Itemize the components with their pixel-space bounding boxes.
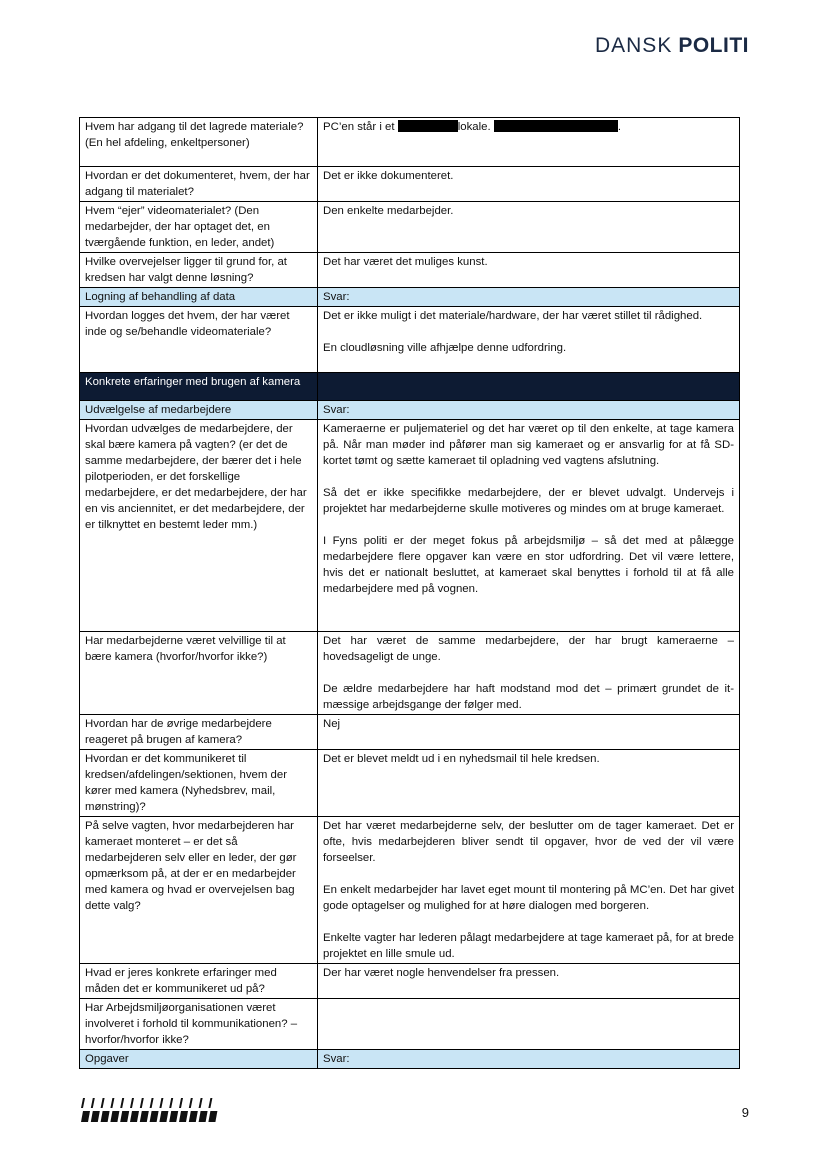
- table-row: [80, 118, 740, 167]
- empty-cell: [318, 373, 740, 401]
- police-stripe-logo: [79, 1097, 219, 1123]
- answer-cell: [318, 420, 740, 632]
- answer-text: PC’en står i et: [323, 121, 395, 133]
- answer-paragraph: Det er ikke muligt i det materiale/hardware, der har været stillet til rådighed.: [323, 310, 703, 322]
- answer-paragraph: Det har været de samme medarbejdere, der har brugt kameraerne – hovedsageligt de unge.: [323, 635, 734, 663]
- question-cell: Har medarbejderne været velvillige til at bære kamera (hvorfor/hvorfor ikke?): [80, 632, 318, 715]
- table-row: [80, 202, 740, 253]
- table-row: [80, 817, 740, 964]
- answer-cell: Det har været det muliges kunst.: [318, 253, 740, 288]
- logo-text-bold: POLITI: [678, 34, 749, 57]
- answer-cell: [318, 307, 740, 373]
- question-cell: Hvordan er det dokumenteret, hvem, der har adgang til materialet?: [80, 167, 318, 202]
- answer-cell: [318, 999, 740, 1050]
- question-cell: Hvem har adgang til det lagrede materiale? (En hel afdeling, enkeltpersoner): [80, 118, 318, 167]
- question-cell: Hvordan logges det hvem, der har været inde og se/behandle videomateriale?: [80, 307, 318, 373]
- section-answer-label: Svar:: [318, 288, 740, 307]
- answer-cell: Det er blevet meldt ud i en nyhedsmail til hele kredsen.: [318, 750, 740, 817]
- section-title: Konkrete erfaringer med brugen af kamera: [80, 373, 318, 401]
- answer-text: lokale.: [457, 121, 491, 133]
- answer-cell: Det er ikke dokumenteret.: [318, 167, 740, 202]
- table-row: [80, 420, 740, 632]
- section-header-row: [80, 288, 740, 307]
- section-title: Logning af behandling af data: [80, 288, 318, 307]
- answer-paragraph: En cloudløsning ville afhjælpe denne udfordring.: [323, 342, 567, 354]
- answer-paragraph: En enkelt medarbejder har lavet eget mount til montering på MC’en. Det har givet gode optagelser og mulighed for at høre dialogen med borgeren.: [323, 884, 734, 912]
- question-cell: Hvad er jeres konkrete erfaringer med måden det er kommunikeret ud på?: [80, 964, 318, 999]
- section-header-row: [80, 1050, 740, 1069]
- table-row: [80, 632, 740, 715]
- answer-paragraph: Kameraerne er puljemateriel og det har været op til den enkelte, at tage kamera på. Når man møder ind påfører man sig kameraet og er ansvarlig for at få SD-kortet tømt og sætte kameraet til opladning ved vagtens afslutning.: [323, 423, 734, 467]
- table-row: [80, 307, 740, 373]
- question-cell: Hvilke overvejelser ligger til grund for, at kredsen har valgt denne løsning?: [80, 253, 318, 288]
- table-row: [80, 999, 740, 1050]
- section-answer-label: Svar:: [318, 401, 740, 420]
- question-cell: Hvem “ejer” videomaterialet? (Den medarbejder, der har optaget det, en tværgående funktion, en leder, andet): [80, 202, 318, 253]
- dark-section-row: [80, 373, 740, 401]
- answer-cell: Den enkelte medarbejder.: [318, 202, 740, 253]
- question-cell: På selve vagten, hvor medarbejderen har kameraet monteret – er det så medarbejderen selv eller en leder, der gør opmærksom på, at der er en medarbejder med kamera og hvad er overvejelsen bag dette valg?: [80, 817, 318, 964]
- question-cell: Hvordan har de øvrige medarbejdere reageret på brugen af kamera?: [80, 715, 318, 750]
- answer-text: .: [617, 121, 621, 133]
- table-row: [80, 167, 740, 202]
- answer-paragraph: Så det er ikke specifikke medarbejdere, der er blevet udvalgt. Undervejs i projektet har medarbejderne skulle motiveres og mindes om at bruge kameraet.: [323, 487, 734, 515]
- answer-cell: [318, 118, 740, 167]
- dansk-politi-logo: [595, 34, 749, 58]
- question-cell: Hvordan udvælges de medarbejdere, der skal bære kamera på vagten? (er det de samme medarbejdere, der bærer det i hele pilotperioden, er det forskellige medarbejdere, er det medarbejdere, der har en vis anciennitet, er det medarbejdere, der er tilknyttet en bestemt leder mm.): [80, 420, 318, 632]
- table-row: [80, 964, 740, 999]
- answer-paragraph: Enkelte vagter har lederen pålagt medarbejdere at tage kameraet på, for at brede projektet en lille smule ud.: [323, 932, 734, 960]
- question-cell: Har Arbejdsmiljøorganisationen været involveret i forhold til kommunikationen? – hvorfor/hvorfor ikke?: [80, 999, 318, 1050]
- table-row: [80, 253, 740, 288]
- questionnaire-table: [79, 117, 740, 1069]
- table-row: [80, 750, 740, 817]
- logo-text-light: DANSK: [594, 34, 673, 57]
- answer-cell: Der har været nogle henvendelser fra pressen.: [318, 964, 740, 999]
- answer-cell: [318, 632, 740, 715]
- answer-cell: Nej: [318, 715, 740, 750]
- redaction-bar: [494, 120, 618, 132]
- question-cell: Hvordan er det kommunikeret til kredsen/afdelingen/sektionen, hvem der kører med kamera (Nyhedsbrev, mail, mønstring)?: [80, 750, 318, 817]
- answer-paragraph: Det har været medarbejderne selv, der beslutter om de tager kameraet. Det er ofte, hvis medarbejderen bliver sendt til opgaver, hvor de ved der vil være forseelser.: [323, 820, 734, 864]
- section-header-row: [80, 401, 740, 420]
- answer-paragraph: I Fyns politi er der meget fokus på arbejdsmiljø – så det med at pålægge medarbejdere flere opgaver kan være en stor udfordring. Det vil være lettere, hvis det er nationalt besluttet, at kameraet skal benyttes i forhold til at få alle medarbejdere med på vognen.: [323, 535, 734, 595]
- answer-cell: [318, 817, 740, 964]
- section-title: Udvælgelse af medarbejdere: [80, 401, 318, 420]
- page-number: 9: [741, 1105, 749, 1120]
- table-row: [80, 715, 740, 750]
- section-answer-label: Svar:: [318, 1050, 740, 1069]
- answer-paragraph: De ældre medarbejdere har haft modstand mod det – primært grundet de it-mæssige arbejdsgange der følger med.: [323, 683, 734, 711]
- section-title: Opgaver: [80, 1050, 318, 1069]
- redaction-bar: [398, 120, 458, 132]
- police-stripe-icon: [79, 1097, 219, 1123]
